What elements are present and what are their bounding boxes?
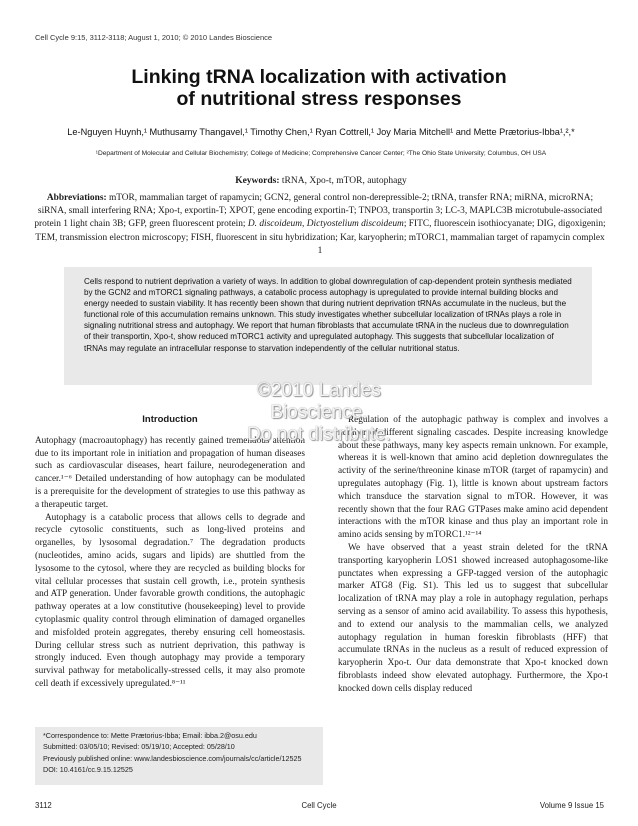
submission-dates: Submitted: 03/05/10; Revised: 05/19/10; Accepted: 05/28/10 — [43, 742, 235, 752]
affiliation: ¹Department of Molecular and Cellular Biochemistry; College of Medicine; Comprehensive Cancer Center; ²The Ohio State University; Columbus, OH USA — [95, 150, 547, 157]
intro-paragraph-2: Autophagy is a catabolic process that allows cells to degrade and recycle cytosolic constituents, such as long-lived proteins and organelles, by lysosomal degradation.⁷ The degradation products (nucleotides, amino acids, sugars and lipids) are shuttled from the lysosome to the cytosol, where they are recycled as building blocks for vital cellular processes that sustain cell growth, i.e., protein synthesis and ATP generation. Under favorable growth conditions, the autophagic pathway operates at a low constitutive (housekeeping) level to provide cytoplasmic quality control through elimination of damaged organelles and misfolded protein aggregates, thereby ensuring cell homeostasis. During cellular stress such as nutrient deprivation, this pathway is strongly induced. Even though autophagy may provide a temporary survival pathway for metabolically-stressed cells, it may also promote cell death if excessively upregulated.⁸⁻¹¹ — [35, 512, 305, 689]
keywords — [38, 176, 604, 186]
footer-volume: Volume 9 Issue 15 — [539, 801, 604, 810]
keywords-label: Keywords: — [235, 176, 280, 186]
abbreviations-text: mTOR, mammalian target of rapamycin; GCN2, general control non-derepressible-2; tRNA, transfer RNA; miRNA, microRNA; siRNA, small interfering RNA; Xpo-t, exportin-T; XPOT, gene encoding exportin-T; TNPO3, transportin 3; LC-3, MAPLC3B microtubule-associated protein 1 light chain 3B; GFP, green fluorescent protein; — [34, 193, 603, 230]
footer-page-number: 3112 — [35, 801, 52, 810]
abbreviations-italic: D. discoideum, Dictyostelium discoideum — [247, 219, 404, 230]
watermark-line-1: ©2010 Landes Bioscience. — [257, 380, 381, 423]
title-line-1: Linking tRNA localization with activation — [131, 66, 507, 88]
abbreviations-label: Abbreviations: — [46, 193, 107, 203]
keywords-text: tRNA, Xpo-t, mTOR, autophagy — [279, 176, 407, 186]
watermark-line-2: Do not distribute. — [247, 424, 391, 445]
article-title — [60, 66, 578, 110]
footer-journal: Cell Cycle — [301, 801, 337, 810]
online-publication-link[interactable]: Previously published online: www.landesbioscience.com/journals/cc/article/12525 — [43, 753, 302, 763]
correspondence-line: *Correspondence to: Mette Prætorius-Ibba; Email: ibba.2@osu.edu — [43, 731, 257, 740]
correspondence-box — [35, 727, 323, 785]
abstract-box — [64, 267, 592, 385]
abstract-text: Cells respond to nutrient deprivation a variety of ways. In addition to global downregulation of cap-dependent protein synthesis mediated by the GCN2 and mTORC1 signaling pathways, a catabolic process autophagy is upregulated to provide internal building blocks and energy needed to sustain viability. It has recently been shown that during nutrient deprivation tRNAs accumulate in the nucleus, but the functional role of this accumulation remains unknown. This study investigates whether subcellular localization of tRNAs plays a role in signaling nutritional stress and autophagy. We report that human fibroblasts that accumulate tRNA in the nucleus due to downregulation of their transportin, Xpo-t, show reduced mTORC1 activity and upregulated autophagy. This suggests that subcellular localization of tRNAs may regulate an intracellular response to starvation independently of the cellular nutritional status. — [84, 277, 572, 353]
left-column — [35, 414, 305, 691]
abbreviations — [34, 192, 606, 258]
intro-paragraph-1: Autophagy (macroautophagy) has recently gained tremendous attention due to its important role in initiation and propagation of human diseases such as cardiovascular diseases, heart failure, neurodegeneration and cancer.¹⁻⁶ Detailed understanding of how autophagy can be modulated is a prerequisite for the development of strategies to use this pathway as a therapeutic target. — [35, 435, 305, 510]
author-list: Le-Nguyen Huynh,¹ Muthusamy Thangavel,¹ Timothy Chen,¹ Ryan Cottrell,¹ Joy Maria Mitchell¹ and Mette Prætorius-Ibba¹,²,* — [67, 127, 575, 137]
body-paragraph-1: Regulation of the autophagic pathway is complex and involves a number of different signaling cascades. Despite increasing knowledge about these pathways, many key aspects remain unknown. For example, whereas it is well-known that amino acid depletion downregulates the activity of the serine/threonine kinase mTOR (target of rapamycin) and upregulates autophagy (Fig. 1), little is known about upstream factors which transduce the starvation signal to mTOR. However, it was recently shown that the four RAG GTPases make amino acid dependent interactions with the mTOR kinase and thus play an important role in amino acids sensing by mTORC1.¹²⁻¹⁴ — [338, 415, 608, 541]
right-column — [338, 414, 608, 696]
abbreviations-text-2: ; FITC, fluorescein isothiocyanate; DIG, digoxigenin; TEM, transmission electron microscopy; FISH, fluorescent in situ hybridization; Kar, karyopherin; mTORC1, mammalian target of rapamycin complex 1 — [35, 219, 606, 256]
doi: DOI: 10.4161/cc.9.15.12525 — [43, 765, 133, 775]
journal-citation: Cell Cycle 9:15, 3112-3118; August 1, 2010; © 2010 Landes Bioscience — [35, 33, 273, 42]
title-line-2: of nutritional stress responses — [176, 88, 462, 110]
section-heading-introduction: Introduction — [142, 414, 198, 425]
body-paragraph-2: We have observed that a yeast strain deleted for the tRNA transporting karyopherin LOS1 showed increased autophagosome-like punctates when expressing a GFP-tagged version of the autophagic marker ATG8 (Fig. S1). This led us to suggest that subcellular localization of tRNA may play a role in autophagy regulation, perhaps serving as a sensor of amino acid availability. To assess this hypothesis, and to extend our analysis to the mammalian cells, we analyzed autophagy regulation in human foreskin fibroblasts (HFF) that accumulate tRNAs in the nucleus as a result of reduced expression of karyopherin Xpo-t. Our data demonstrate that Xpo-t knocked down fibroblasts indeed show elevated autophagy. Furthermore, the Xpo-t knocked down cells display reduced — [338, 542, 608, 694]
